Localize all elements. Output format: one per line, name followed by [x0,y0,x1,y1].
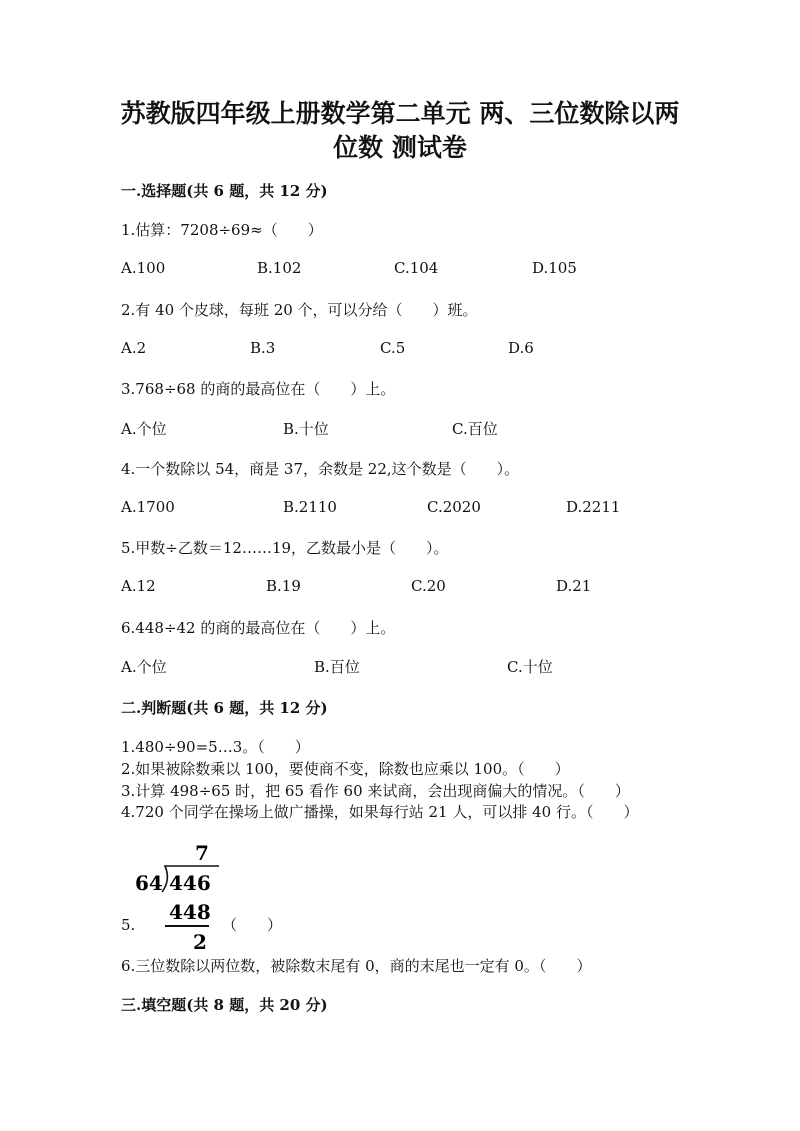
choice-q5-option-c: C.20 [411,577,446,595]
judgment-item-3: 3.计算 498÷65 时，把 65 看作 60 来试商，会出现商偏大的情况。（ ） [121,782,630,800]
choice-question-6: 6.448÷42 的商的最高位在（ ）上。 [121,619,396,637]
division-product: 448 [169,900,211,924]
judgment-item-5-answer-paren: （ ） [222,916,283,934]
exam-title-line2: 位数 测试卷 [333,133,467,162]
choice-q6-option-a: A.个位 [121,658,167,676]
judgment-item-6: 6.三位数除以两位数，被除数末尾有 0，商的末尾也一定有 0。（ ） [121,957,592,975]
choice-q5-option-b: B.19 [266,577,301,595]
choice-q1-option-b: B.102 [257,259,302,277]
judgment-item-1: 1.480÷90=5…3。（ ） [121,738,310,756]
choice-question-5: 5.甲数÷乙数＝12……19，乙数最小是（ ）。 [121,539,449,557]
choice-question-3: 3.768÷68 的商的最高位在（ ）上。 [121,380,396,398]
choice-question-1: 1.估算：7208÷69≈（ ） [121,221,323,239]
choice-q3-option-c: C.百位 [452,420,498,438]
choice-q6-option-c: C.十位 [507,658,553,676]
choice-question-4: 4.一个数除以 54，商是 37，余数是 22,这个数是（ ）。 [121,460,520,478]
choice-q1-option-d: D.105 [532,259,577,277]
choice-q5-option-d: D.21 [556,577,592,595]
section-heading-choice: 一.选择题(共 6 题，共 12 分) [121,182,328,200]
choice-q5-option-a: A.12 [121,577,156,595]
section-heading-judgment: 二.判断题(共 6 题，共 12 分) [121,699,328,717]
division-quotient: 7 [195,841,209,865]
division-divisor: 64 [135,871,163,895]
choice-q1-option-a: A.100 [121,259,166,277]
choice-q6-option-b: B.百位 [314,658,360,676]
division-dividend: 446 [169,871,211,895]
choice-q1-option-c: C.104 [394,259,439,277]
choice-question-2: 2.有 40 个皮球，每班 20 个，可以分给（ ）班。 [121,301,478,319]
choice-q2-option-b: B.3 [250,339,276,357]
choice-q2-option-d: D.6 [508,339,534,357]
section-heading-fill-in: 三.填空题(共 8 题，共 20 分) [121,996,328,1014]
choice-q2-option-a: A.2 [121,339,147,357]
choice-q4-option-c: C.2020 [427,498,481,516]
judgment-item-5-label: 5. [121,916,136,934]
choice-q4-option-b: B.2110 [283,498,337,516]
choice-q4-option-a: A.1700 [121,498,175,516]
judgment-item-2: 2.如果被除数乘以 100，要使商不变，除数也应乘以 100。（ ） [121,760,570,778]
long-division-figure [135,840,225,955]
choice-q2-option-c: C.5 [380,339,406,357]
division-remainder: 2 [193,930,207,954]
choice-q3-option-a: A.个位 [121,420,167,438]
exam-title-line1: 苏教版四年级上册数学第二单元 两、三位数除以两 [120,99,680,128]
choice-q3-option-b: B.十位 [283,420,329,438]
judgment-item-4: 4.720 个同学在操场上做广播操，如果每行站 21 人，可以排 40 行。（ ） [121,803,639,821]
choice-q4-option-d: D.2211 [566,498,621,516]
